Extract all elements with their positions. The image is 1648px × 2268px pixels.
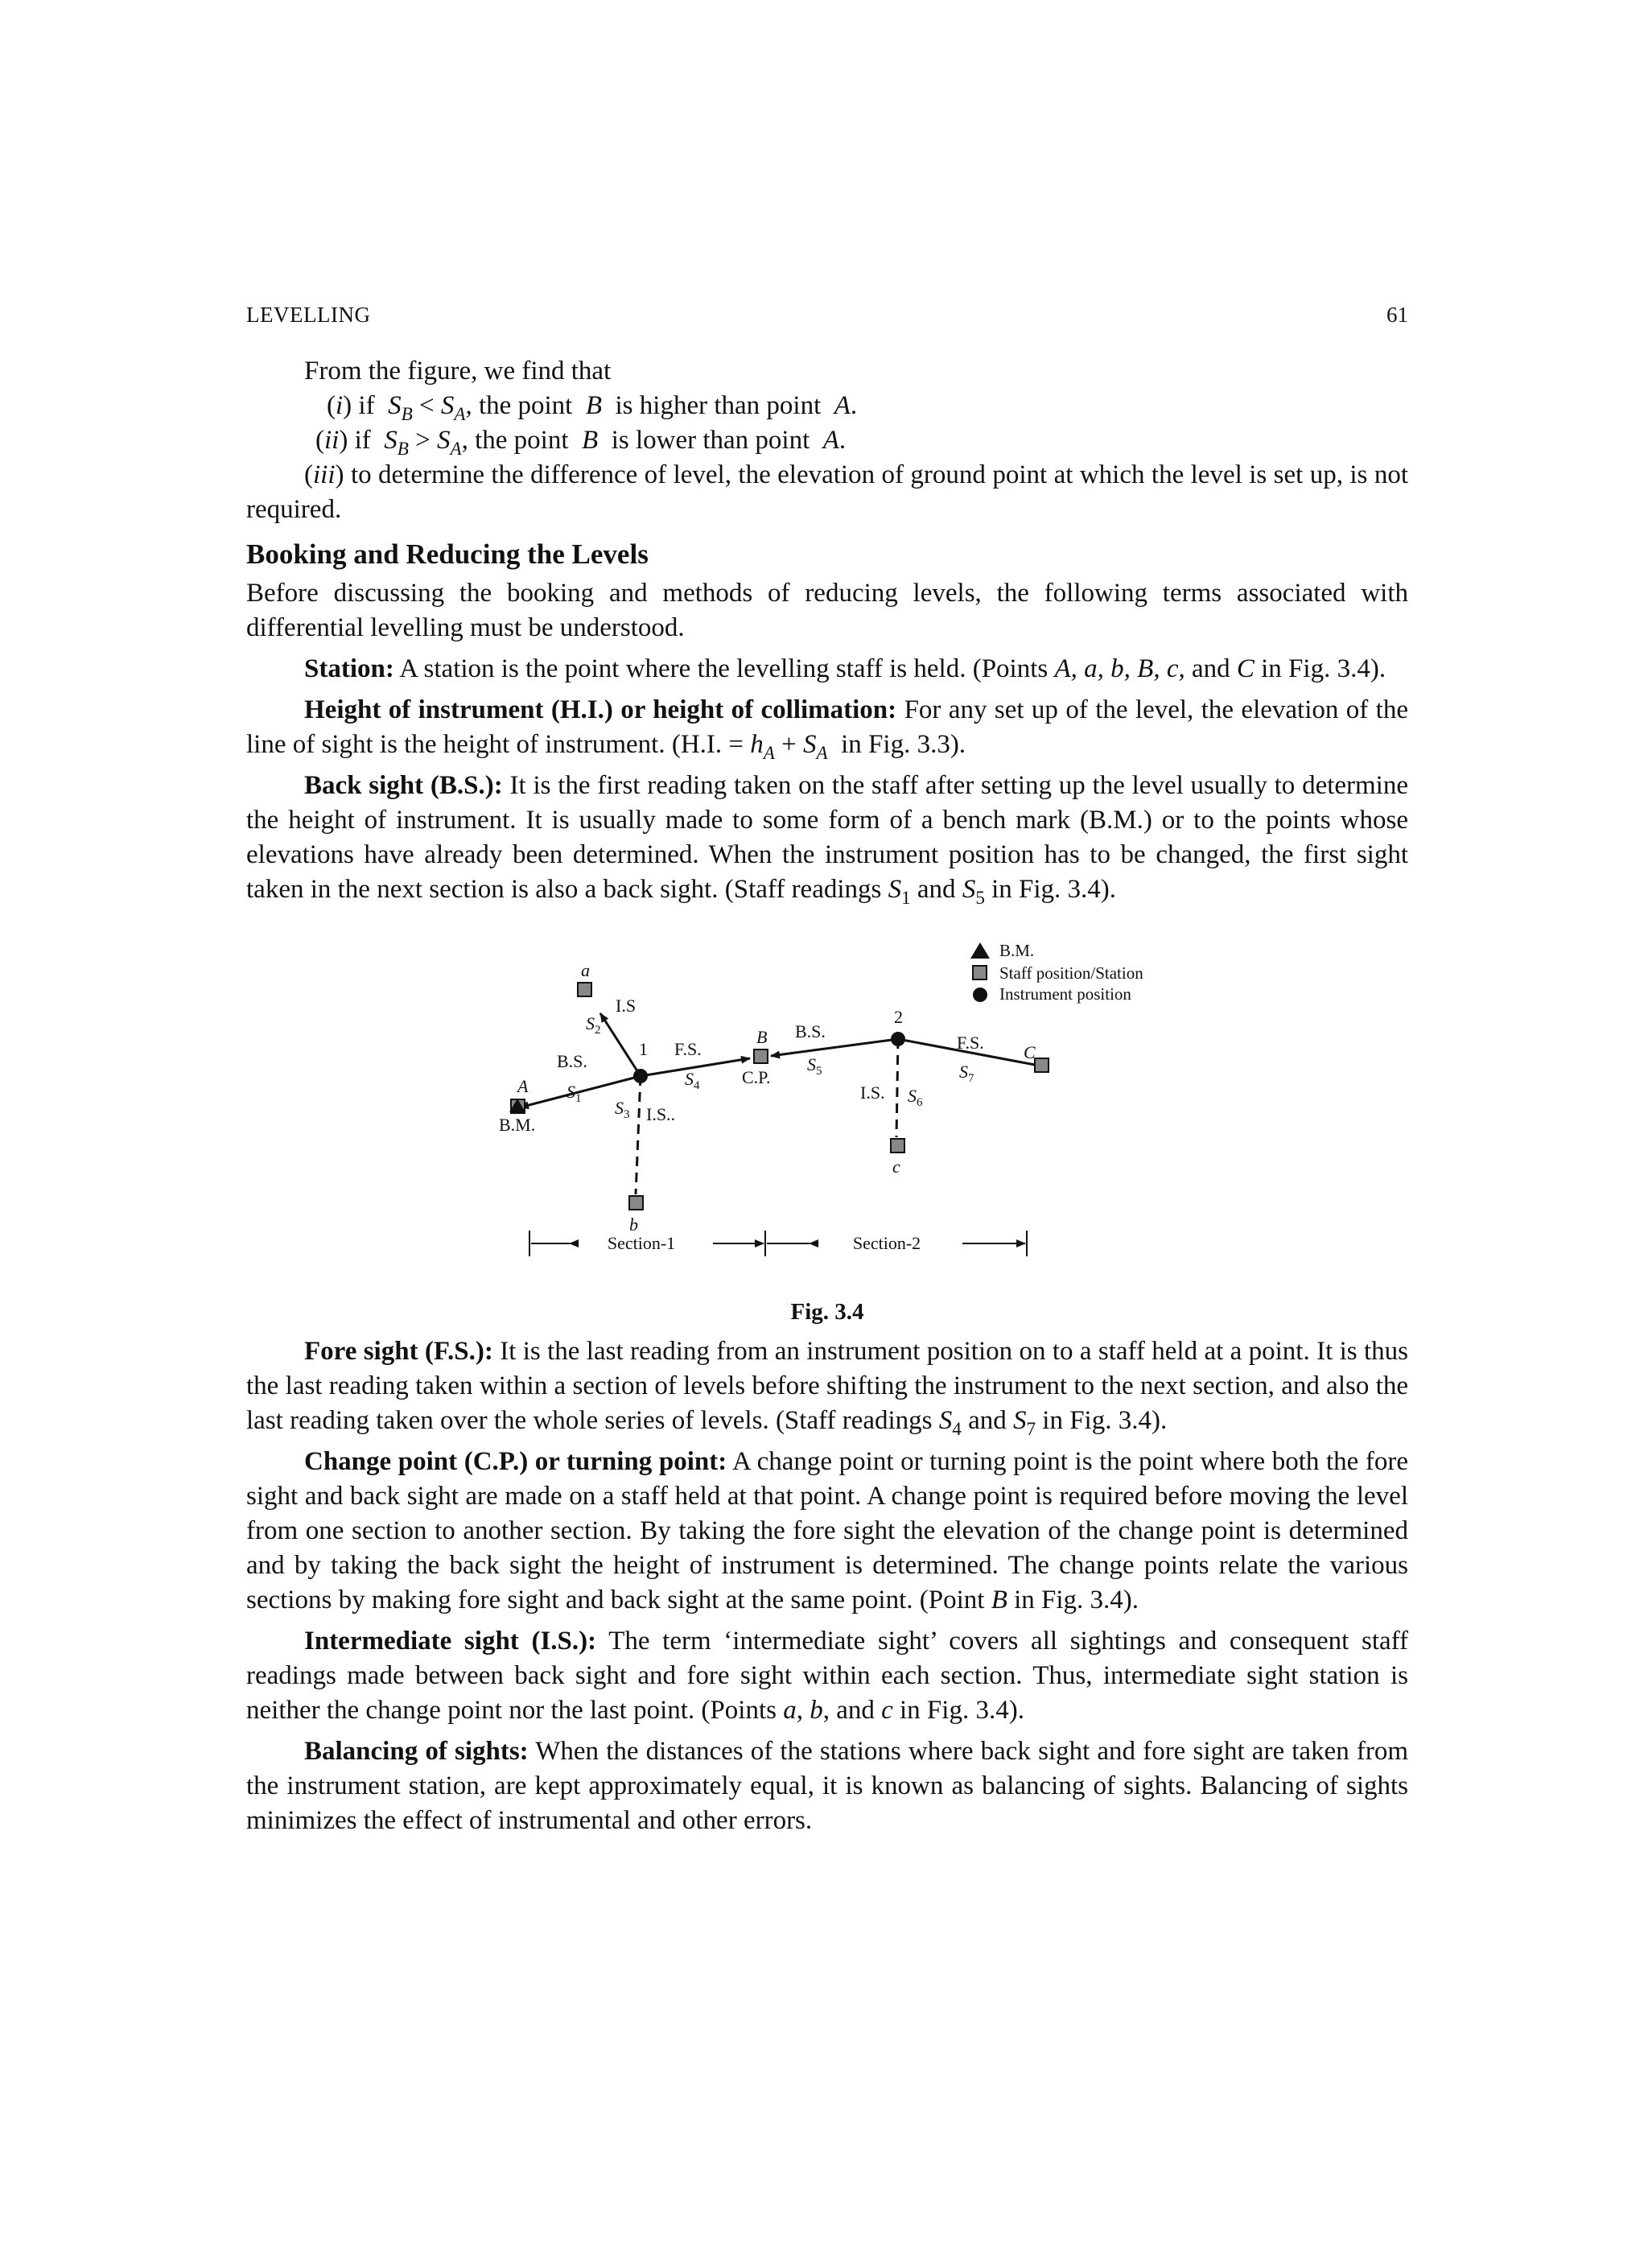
label-section-1: Section-1: [607, 1233, 676, 1253]
item-text: , the point: [465, 391, 573, 420]
point-a: A: [834, 391, 851, 420]
instrument-1-marker: [633, 1069, 648, 1083]
item-number: iii: [313, 460, 336, 489]
definition-text: A station is the point where the levelling staff is held. (Points: [399, 654, 1049, 683]
definition-text: in Fig. 3.4).: [900, 1696, 1024, 1725]
label-s5: $S_5$: [807, 1054, 822, 1078]
label-change-point: C.P.: [742, 1067, 771, 1087]
item-number: ii: [324, 426, 340, 455]
levelling-diagram: [246, 917, 1408, 1295]
paragraph-balancing: [246, 1734, 1408, 1838]
station-B-marker: [754, 1049, 768, 1063]
definition-text: It is the last reading from an instrument position on to a staff held at a point. It is thus the last reading taken within a section of levels before shifting the instrument to the next section, and also the last reading taken over the whole series of levels. (Staff readings: [246, 1337, 1408, 1435]
subscript: A: [454, 403, 466, 425]
term-station: Station:: [304, 654, 394, 683]
if-word: if: [358, 391, 375, 420]
section-intro: Before discussing the booking and methods of reducing levels, the following terms associated with differential levelling must be understood.: [246, 579, 1408, 642]
definition-text: in Fig. 3.4).: [1014, 1586, 1139, 1614]
symbol-s: S: [388, 391, 402, 420]
paragraph-station: [246, 652, 1408, 687]
definition-text: For any set up of the level, the elevation of the line of sight is the height of instrument. (H.I. =: [246, 695, 1408, 759]
symbol-s: S: [938, 1406, 953, 1435]
condition-item-2: (ii) if $S_B > S_A$, the point B is lower than point A.: [315, 426, 847, 460]
intermediate-sight-line-a: [600, 1013, 641, 1076]
label-C: C: [1024, 1042, 1036, 1062]
item-text: , the point: [461, 426, 569, 455]
running-head: [246, 303, 1408, 332]
term-change-point: Change point (C.P.) or turning point:: [304, 1447, 727, 1476]
definition-text: It is the first reading taken on the staff after setting up the level usually to determine the height of instrument. It is usually made to some form of a bench mark (B.M.) or to the points whose elevations have already been determined. When the instrument position has to be changed, the first sight taken in the next section is also a back sight. (Staff readings: [246, 771, 1409, 904]
and-word: and: [1191, 654, 1230, 683]
label-is-b: I.S..: [646, 1104, 676, 1124]
term-balancing: Balancing of sights:: [304, 1737, 529, 1766]
paragraph-back-sight: [246, 769, 1408, 907]
term-back-sight: Back sight (B.S.):: [304, 771, 503, 800]
symbol-s: S: [888, 875, 902, 904]
point-list: A, a, b, B, c,: [1054, 654, 1185, 683]
point-b: B: [991, 1586, 1007, 1614]
subscript: B: [397, 438, 409, 460]
subscript: 1: [901, 887, 911, 909]
label-s1: $S_1$: [566, 1082, 582, 1105]
and-word: and: [917, 875, 956, 904]
point-c: c: [881, 1696, 893, 1725]
subscript: 4: [952, 1418, 962, 1440]
label-s3: $S_3$: [615, 1098, 630, 1121]
definition-text: A change point or turning point is the point where both the fore sight and back sight are made on a staff held at that point. A change point is required before moving the level from one section to another section. By taking the fore sight the elevation of the change point is determined and by taking the back sight the height of instrument is determined. The change points relate the various sections by making fore sight and back sight at the same point. (Point: [246, 1447, 1408, 1614]
paragraph-intermediate-sight: [246, 1624, 1408, 1728]
label-bs-2: B.S.: [795, 1021, 826, 1041]
intermediate-sight-line-c: [896, 1039, 898, 1137]
point-b: b: [810, 1696, 823, 1725]
definition-text: in Fig. 3.4).: [1261, 654, 1386, 683]
label-is-a: I.S: [616, 996, 637, 1016]
label-B: B: [756, 1027, 768, 1047]
label-bs-1: B.S.: [557, 1051, 587, 1071]
item-number: i: [336, 391, 344, 420]
item-text: is lower than point: [611, 426, 810, 455]
definition-text: in Fig. 3.4).: [1042, 1406, 1168, 1435]
label-a: a: [581, 960, 590, 980]
symbol-s: S: [384, 426, 398, 455]
term-intermediate-sight: Intermediate sight (I.S.):: [304, 1627, 597, 1656]
point-a: a: [783, 1696, 797, 1725]
section-heading: Booking and Reducing the Levels: [246, 538, 649, 570]
comma: ,: [796, 1696, 803, 1725]
label-c: c: [892, 1157, 900, 1177]
if-word: if: [354, 426, 371, 455]
back-sight-line-2: [771, 1039, 898, 1056]
station-c-marker: [891, 1139, 904, 1153]
condition-item-1: (i) if $S_B < S_A$, the point B is higher than point A.: [327, 391, 858, 425]
intro-lead: From the figure, we find that: [304, 357, 612, 386]
label-b: b: [629, 1214, 638, 1235]
label-is-c: I.S.: [860, 1082, 885, 1103]
definition-text: in Fig. 3.3).: [841, 730, 966, 759]
label-s7: $S_7$: [959, 1062, 974, 1085]
item-text: is higher than point: [615, 391, 822, 420]
station-b-marker: [629, 1196, 643, 1210]
paragraph-height-of-instrument: [246, 693, 1408, 762]
staff-position-symbol: [973, 966, 987, 979]
label-bench-mark: B.M.: [499, 1115, 536, 1135]
condition-item-3: (iii) to determine the difference of level, the elevation of ground point at which the level is set up, is not required.: [246, 460, 1408, 524]
bench-mark-symbol: [970, 942, 990, 959]
legend-staff-label: Staff position/Station: [999, 963, 1143, 983]
definition-text: The term ‘intermediate sight’ covers all sightings and consequent staff readings made between back sight and fore sight within each section. Thus, intermediate sight station is neither the change point nor the last point. (Points: [246, 1627, 1409, 1725]
figure-caption: Fig. 3.4: [790, 1299, 864, 1325]
paragraph-change-point: [246, 1445, 1408, 1618]
label-s6: $S_6$: [908, 1086, 923, 1109]
subscript: A: [450, 438, 462, 460]
operator: <: [418, 391, 435, 420]
period: .: [838, 426, 847, 455]
label-A: A: [517, 1076, 529, 1096]
instrument-2-marker: [891, 1032, 905, 1046]
label-s4: $S_4$: [685, 1069, 700, 1092]
figure-3-4: [246, 917, 1408, 1295]
point-b: B: [582, 426, 599, 455]
subscript: A: [816, 742, 828, 764]
legend: [970, 941, 1143, 1004]
intermediate-sight-line-b: [636, 1076, 641, 1194]
period: .: [850, 391, 858, 420]
operator: >: [415, 426, 431, 455]
item-text: to determine the difference of level, the elevation of ground point at which the level is set up, is not required.: [246, 460, 1408, 524]
label-s2: $S_2$: [586, 1013, 601, 1037]
page-number: 61: [1386, 303, 1408, 327]
point-c: C: [1236, 654, 1255, 683]
fore-sight-line-1: [641, 1058, 750, 1076]
station-C-marker: [1035, 1058, 1049, 1072]
point-b: B: [585, 391, 603, 420]
label-section-2: Section-2: [852, 1233, 921, 1253]
and-word: , and: [822, 1696, 875, 1725]
page-body: [246, 354, 1408, 1838]
and-word: and: [968, 1406, 1007, 1435]
subscript: 7: [1026, 1418, 1036, 1440]
legend-bm-label: B.M.: [999, 941, 1035, 960]
symbol-s: S: [437, 426, 451, 455]
definition-text: When the distances of the stations where back sight and fore sight are taken from the instrument station, are kept approximately equal, it is known as balancing of sights. Balancing of sights minimizes the effect of instrumental and other errors.: [246, 1737, 1409, 1835]
subscript: 5: [975, 887, 985, 909]
label-instrument-1: 1: [639, 1039, 648, 1059]
running-title: LEVELLING: [246, 303, 371, 327]
subscript: A: [763, 742, 775, 764]
label-fs-2: F.S.: [957, 1033, 984, 1053]
symbol-s: S: [803, 730, 817, 759]
symbol-s: S: [962, 875, 976, 904]
station-a-marker: [578, 983, 591, 996]
term-fore-sight: Fore sight (F.S.):: [304, 1337, 493, 1366]
label-instrument-2: 2: [894, 1007, 903, 1027]
legend-instrument-label: Instrument position: [999, 984, 1131, 1004]
instrument-position-symbol: [973, 988, 987, 1002]
definition-text: in Fig. 3.4).: [991, 875, 1117, 904]
symbol-s: S: [440, 391, 455, 420]
paragraph-fore-sight: [246, 1334, 1408, 1438]
operator: +: [781, 730, 797, 759]
label-fs-1: F.S.: [674, 1039, 702, 1059]
symbol-s: S: [1012, 1406, 1027, 1435]
symbol-h: h: [750, 730, 764, 759]
point-a: A: [822, 426, 839, 455]
subscript: B: [401, 403, 413, 425]
term-height-of-instrument: Height of instrument (H.I.) or height of collimation:: [304, 695, 897, 724]
